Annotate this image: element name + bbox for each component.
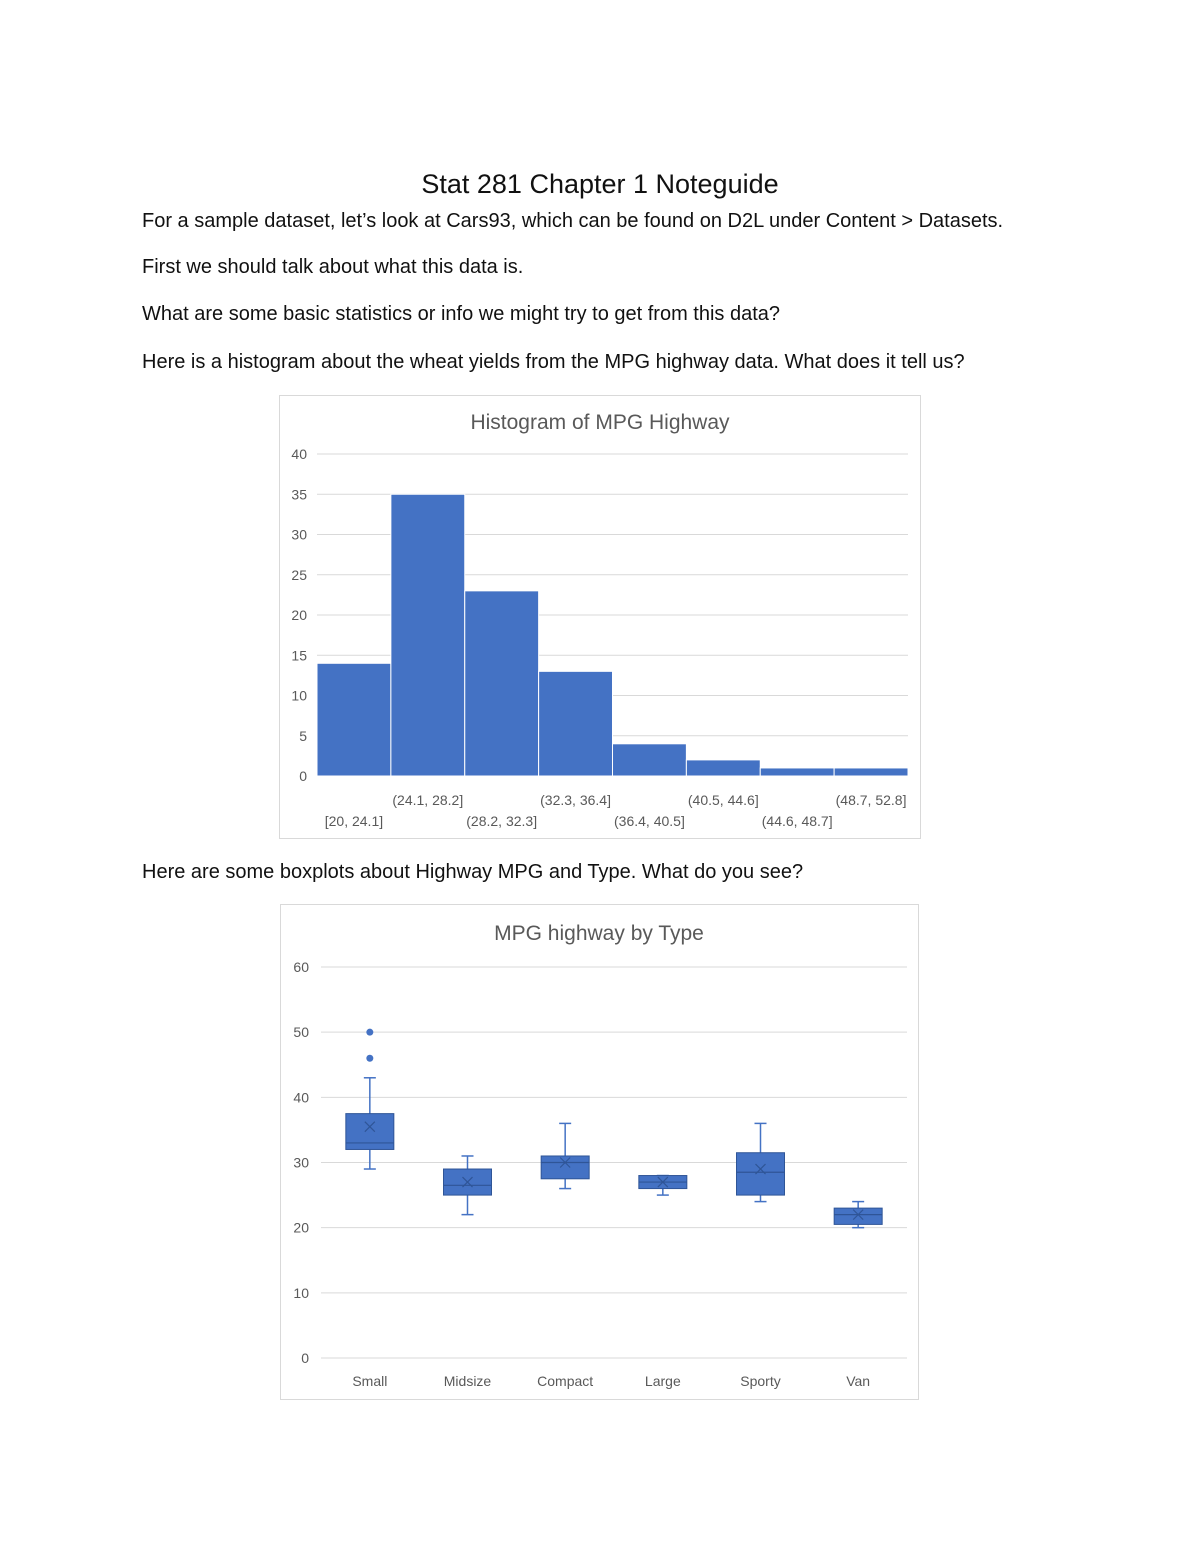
histogram-bar: [686, 760, 760, 776]
boxplot-midsize: [444, 1156, 492, 1215]
x-tick-label: (24.1, 28.2]: [392, 792, 464, 808]
x-tick-label: Van: [846, 1373, 871, 1389]
y-tick-label: 20: [291, 607, 307, 623]
histogram-bar: [391, 494, 465, 776]
outlier-point: [366, 1055, 373, 1062]
y-tick-label: 50: [293, 1024, 309, 1041]
x-tick-label: (36.4, 40.5]: [614, 813, 685, 829]
boxplot-title: MPG highway by Type: [494, 922, 704, 945]
histogram-bar: [317, 663, 391, 776]
histogram-bar: [613, 744, 687, 776]
x-tick-label: Compact: [537, 1373, 594, 1389]
boxplot-sporty: [737, 1123, 785, 1201]
y-tick-label: 15: [291, 647, 307, 664]
histogram-y-axis: [291, 446, 307, 784]
y-tick-label: 0: [301, 1350, 309, 1366]
box-iqr: [834, 1208, 882, 1224]
y-tick-label: 60: [293, 959, 309, 975]
boxplot-boxes: [346, 1029, 882, 1228]
histogram-svg: [280, 396, 920, 838]
x-tick-label: Midsize: [443, 1373, 492, 1389]
x-tick-label: (40.5, 44.6]: [687, 792, 759, 808]
y-tick-label: 30: [293, 1154, 309, 1171]
y-tick-label: 40: [291, 446, 307, 462]
boxplot-y-axis: [293, 959, 309, 1366]
histogram-bar: [465, 591, 539, 776]
histogram-chart: [279, 395, 921, 839]
y-tick-label: 30: [291, 526, 307, 543]
y-tick-label: 40: [293, 1089, 309, 1106]
question-paragraph: First we should talk about what this data is.: [142, 256, 524, 278]
box-iqr: [541, 1156, 589, 1179]
box-iqr: [737, 1153, 785, 1195]
question-paragraph: What are some basic statistics or info we might try to get from this data?: [142, 303, 781, 325]
y-tick-label: 5: [299, 727, 307, 744]
x-tick-label: Sporty: [740, 1373, 781, 1389]
x-tick-label: (32.3, 36.4]: [540, 792, 611, 808]
boxplot-x-axis: [352, 1373, 870, 1389]
histogram-bar: [760, 768, 834, 776]
outlier-point: [366, 1029, 373, 1036]
y-tick-label: 35: [291, 486, 307, 503]
histogram-caption: Here is a histogram about the wheat yields from the MPG highway data. What does it tell us?: [142, 351, 965, 373]
box-iqr: [346, 1114, 394, 1150]
boxplot-compact: [541, 1123, 589, 1188]
x-tick-label: Small: [352, 1373, 388, 1389]
x-tick-label: (44.6, 48.7]: [761, 813, 833, 829]
histogram-x-axis: [325, 792, 907, 829]
y-tick-label: 10: [291, 687, 307, 704]
boxplot-gridlines: [321, 967, 907, 1358]
histogram-title: Histogram of MPG Highway: [470, 411, 730, 434]
x-tick-label: [20, 24.1]: [324, 813, 384, 829]
boxplot-large: [639, 1176, 687, 1196]
intro-paragraph: For a sample dataset, let’s look at Cars93, which can be found on D2L under Content > Datasets.: [142, 210, 1004, 232]
y-tick-label: 10: [293, 1284, 309, 1301]
x-tick-label: (28.2, 32.3]: [466, 813, 538, 829]
boxplot-van: [834, 1202, 882, 1228]
x-tick-label: Large: [644, 1373, 681, 1389]
boxplot-svg: [281, 905, 918, 1399]
x-tick-label: (48.7, 52.8]: [835, 792, 907, 808]
boxplot-small: [346, 1029, 394, 1169]
y-tick-label: 25: [291, 566, 307, 583]
y-tick-label: 20: [293, 1219, 309, 1236]
histogram-bar: [834, 768, 908, 776]
boxplot-caption: Here are some boxplots about Highway MPG and Type. What do you see?: [142, 861, 804, 883]
page-title: Stat 281 Chapter 1 Noteguide: [421, 169, 779, 199]
histogram-bar: [539, 671, 613, 776]
histogram-bars: [317, 494, 908, 776]
boxplot-chart: [280, 904, 919, 1400]
y-tick-label: 0: [299, 768, 307, 784]
